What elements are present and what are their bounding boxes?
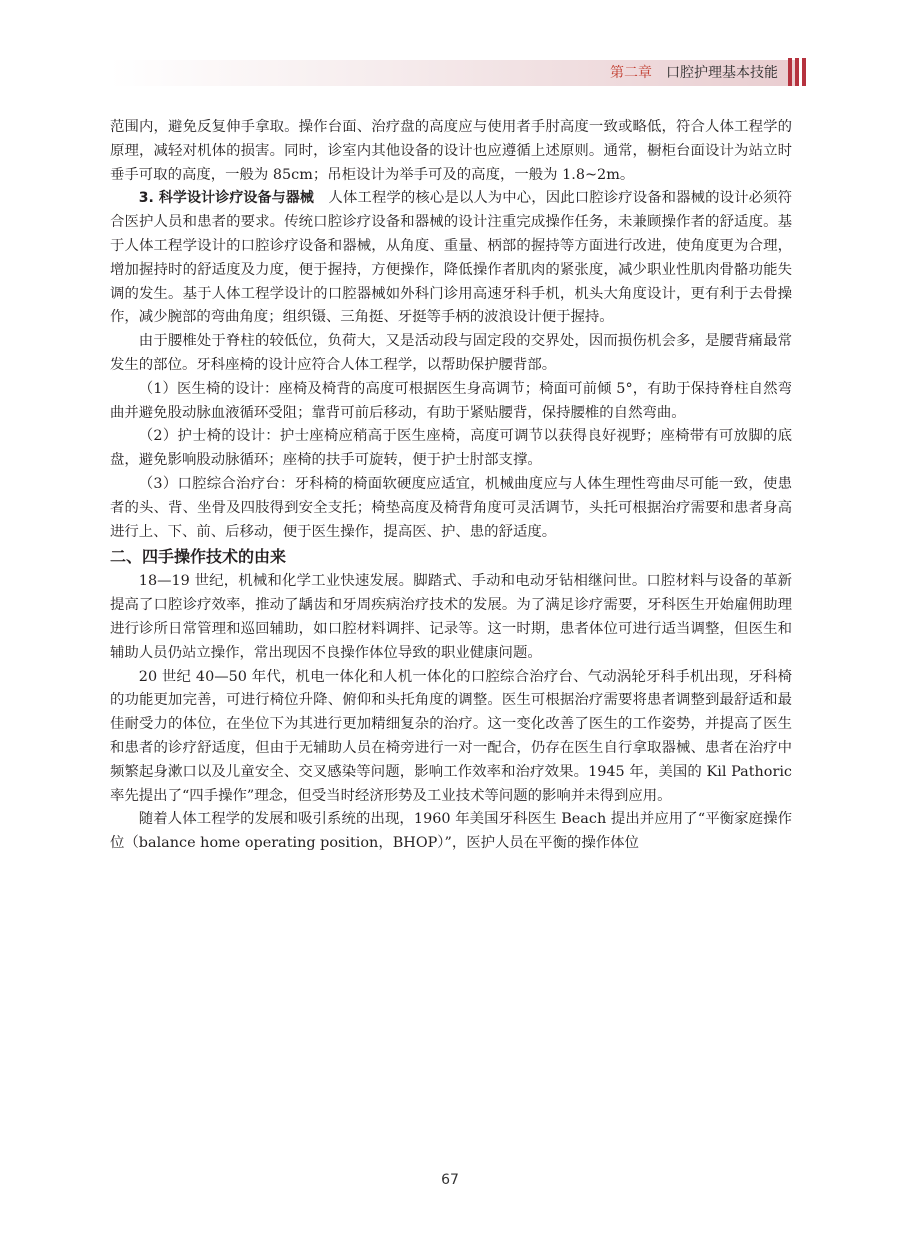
paragraph: 20 世纪 40—50 年代，机电一体化和人机一体化的口腔综合治疗台、气动涡轮牙科手机出现，牙科椅的功能更加完善，可进行椅位升降、俯仰和头托角度的调整。医生可根据治疗需要将患者调整到最舒适和最佳耐受力的体位，在坐位下为其进行更加精细复杂的治疗。这一变化改善了医生的工作姿势，并提高了医生和患者的诊疗舒适度，但由于无辅助人员在椅旁进行一对一配合，仍存在医生自行拿取器械、患者在治疗中频繁起身漱口以及儿童安全、交叉感染等问题，影响工作效率和治疗效果。1945 年，美国的 Kil Pathoric 率先提出了“四手操作”理念，但受当时经济形势及工业技术等问题的影响并未得到应用。 — [110, 668, 792, 804]
chapter-title: 口腔护理基本技能 — [666, 65, 778, 81]
paragraph: （3）口腔综合治疗台：牙科椅的椅面软硬度应适宜，机械曲度应与人体生理性弯曲尽可能一致，使患者的头、背、坐骨及四肢得到安全支托；椅垫高度及椅背角度可灵活调节，头托可根据治疗需要和患者身高进行上、下、前、后移动，便于医生操作，提高医、护、患的舒适度。 — [110, 475, 792, 540]
paragraph: 范围内，避免反复伸手拿取。操作台面、治疗盘的高度应与使用者手肘高度一致或略低，符合人体工程学的原理，减轻对机体的损害。同时，诊室内其他设备的设计也应遵循上述原则。通常，橱柜台面设计为站立时垂手可取的高度，一般为 85cm；吊柜设计为举手可及的高度，一般为 1.8~2m。 — [110, 119, 792, 183]
page-number: 67 — [441, 1172, 459, 1188]
running-header — [610, 62, 778, 84]
section-heading: 二、四手操作技术的由来 — [110, 547, 287, 567]
page-body — [110, 116, 792, 856]
paragraph: （2）护士椅的设计：护士座椅应稍高于医生座椅，高度可调节以获得良好视野；座椅带有可放脚的底盘，避免影响股动脉循环；座椅的扶手可旋转，便于护士肘部支撑。 — [110, 428, 792, 469]
paragraph-body: 人体工程学的核心是以人为中心，因此口腔诊疗设备和器械的设计必须符合医护人员和患者的要求。传统口腔诊疗设备和器械的设计注重完成操作任务，未兼顾操作者的舒适度。基于人体工程学设计的口腔诊疗设备和器械，从角度、重量、柄部的握持等方面进行改进，使角度更为合理，增加握持时的舒适度及力度，便于握持，方便操作，降低操作者肌肉的紧张度，减少职业性肌肉骨骼功能失调的发生。基于人体工程学设计的口腔器械如外科门诊用高速牙科手机，机头大角度设计，更有利于去骨操作，减少腕部的弯曲角度；组织镊、三角挺、牙挺等手柄的波浪设计便于握持。 — [110, 190, 792, 326]
paragraph: 随着人体工程学的发展和吸引系统的出现，1960 年美国牙科医生 Beach 提出并应用了“平衡家庭操作位（balance home operating position，BHOP）”，医护人员在平衡的操作体位 — [110, 811, 792, 852]
paragraph: 由于腰椎处于脊柱的较低位，负荷大，又是活动段与固定段的交界处，因而损伤机会多，是腰背痛最常发生的部位。牙科座椅的设计应符合人体工程学，以帮助保护腰背部。 — [110, 333, 792, 373]
subheading: 3. 科学设计诊疗设备与器械 — [138, 190, 314, 207]
chapter-label: 第二章 — [610, 65, 652, 81]
header-bars-decoration — [785, 58, 809, 86]
paragraph: 18—19 世纪，机械和化学工业快速发展。脚踏式、手动和电动牙钻相继问世。口腔材料与设备的革新提高了口腔诊疗效率，推动了龋齿和牙周疾病治疗技术的发展。为了满足诊疗需要，牙科医生开始雇佣助理进行诊所日常管理和巡回辅助，如口腔材料调拌、记录等。这一时期，患者体位可进行适当调整，但医生和辅助人员仍站立操作，常出现因不良操作体位导致的职业健康问题。 — [110, 573, 792, 661]
paragraph — [110, 187, 792, 330]
paragraph: （1）医生椅的设计：座椅及椅背的高度可根据医生身高调节；椅面可前倾 5°，有助于保持脊柱自然弯曲并避免股动脉血液循环受阻；靠背可前后移动，有助于紧贴腰背，保持腰椎的自然弯曲。 — [110, 380, 792, 421]
